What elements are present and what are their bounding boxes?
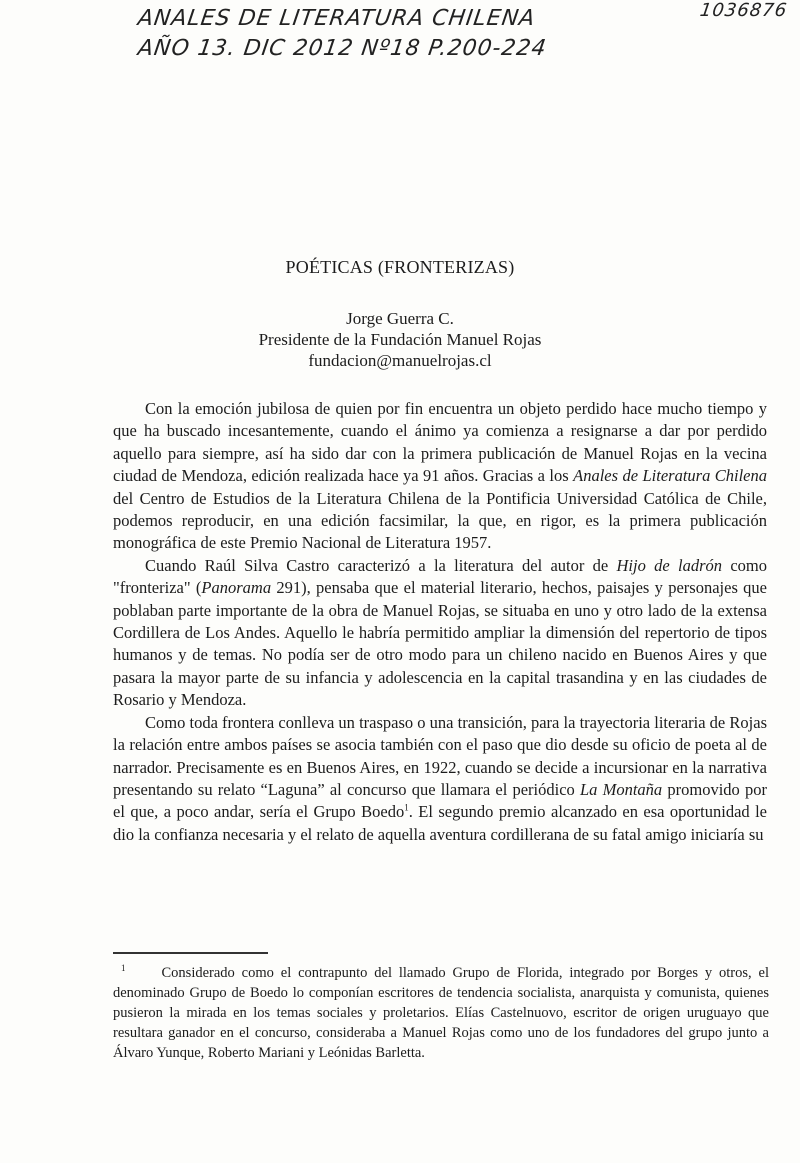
text-run: 291), pensaba que el material literario, hechos, paisajes y personajes que poblaban parte importante de la obra de Manuel Rojas, se situaba en uno y otro lado de la extensa Cordillera de Los Andes. Aquello le habría permitido ampliar la dimensión del repertorio de tipos humanos y de temas. No podía ser de otro modo para un chileno nacido en Buenos Aires y que pasara la mayor parte de su infancia y adolescencia en la capital trasandina y en las ciudades de Rosario y Mendoza. xyxy=(113,578,767,710)
author-affiliation: Presidente de la Fundación Manuel Rojas xyxy=(258,330,542,349)
text-run: promovido por el que, a poco andar, sería el Grupo Boedo xyxy=(113,779,767,822)
author-email: fundacion@manuelrojas.cl xyxy=(308,351,492,370)
newspaper-title-italic: La Montaña xyxy=(579,779,663,799)
footnote-text: Considerado como el contrapunto del llamado Grupo de Florida, integrado por Borges y otros, el denominado Grupo de Boedo lo componían escritores de tendencia socialista, anarquista y comunista, quienes pusieron la mirada en los temas sociales y proletarios. Elías Castelnuovo, escritor de origen uruguayo que resultara ganador en el concurso, consideraba a Manuel Rojas como uno de los fundadores del grupo junto a Álvaro Yunque, Roberto Mariani y Leónidas Barletta. xyxy=(113,964,769,1061)
text-run: del Centro de Estudios de la Literatura Chilena de la Pontificia Universidad Católica de Chile, podemos reproducir, en una edición facsimilar, la que, en rigor, es la primera publicación monográfica de este Premio Nacional de Literatura 1957. xyxy=(113,488,767,553)
book-title-italic: Hijo de ladrón xyxy=(616,555,723,575)
text-run: Como toda frontera conlleva un traspaso o una transición, para la trayectoria literaria de Rojas la relación entre ambos países se asocia también con el paso que dio desde su oficio de poeta al de narrador. Precisamente es en Buenos Aires, en 1922, cuando se decide a incursionar en la narrativa presentando su relato “Laguna” al concurso que llamara el periódico xyxy=(113,712,767,799)
paragraph-1 xyxy=(113,398,767,555)
text-run: Con la emoción jubilosa de quien por fin encuentra un objeto perdido hace mucho tiempo y que ha buscado incesantemente, cuando el ánimo ya comienza a resignarse a dar por perdido aquello para siempre, así ha sido dar con la primera publicación de Manuel Rojas en la vecina ciudad de Mendoza, edición realizada hace ya 91 años. Gracias a los xyxy=(113,399,767,486)
text-run: como "fronteriza" ( xyxy=(113,555,767,598)
article-body xyxy=(113,398,767,846)
paragraph-2 xyxy=(113,555,767,712)
article-title: POÉTICAS (FRONTERIZAS) xyxy=(285,257,515,277)
book-title-italic: Panorama xyxy=(201,578,272,598)
handwritten-catalog-number: 1036876 xyxy=(698,0,789,21)
text-run: Cuando Raúl Silva Castro caracterizó a la literatura del autor de xyxy=(145,555,617,575)
handwritten-journal-note: ANALES DE LITERATURA CHILENA xyxy=(136,6,538,31)
footnote-reference[interactable]: 1 xyxy=(404,802,409,813)
byline xyxy=(0,308,800,371)
footnote-number: 1 xyxy=(121,963,126,973)
text-run: . El segundo premio alcanzado en esa oportunidad le dio la confianza necesaria y el relato de aquella aventura cordillerana de su fatal amigo iniciaría su xyxy=(113,802,767,844)
paragraph-3 xyxy=(113,712,767,846)
handwritten-issue-note: AÑO 13. DIC 2012 Nº18 P.200-224 xyxy=(136,36,549,61)
footnote-divider xyxy=(113,952,268,954)
author-name: Jorge Guerra C. xyxy=(346,309,454,328)
journal-title-italic: Anales de Literatura Chilena xyxy=(573,466,768,486)
footnote xyxy=(113,958,769,1063)
